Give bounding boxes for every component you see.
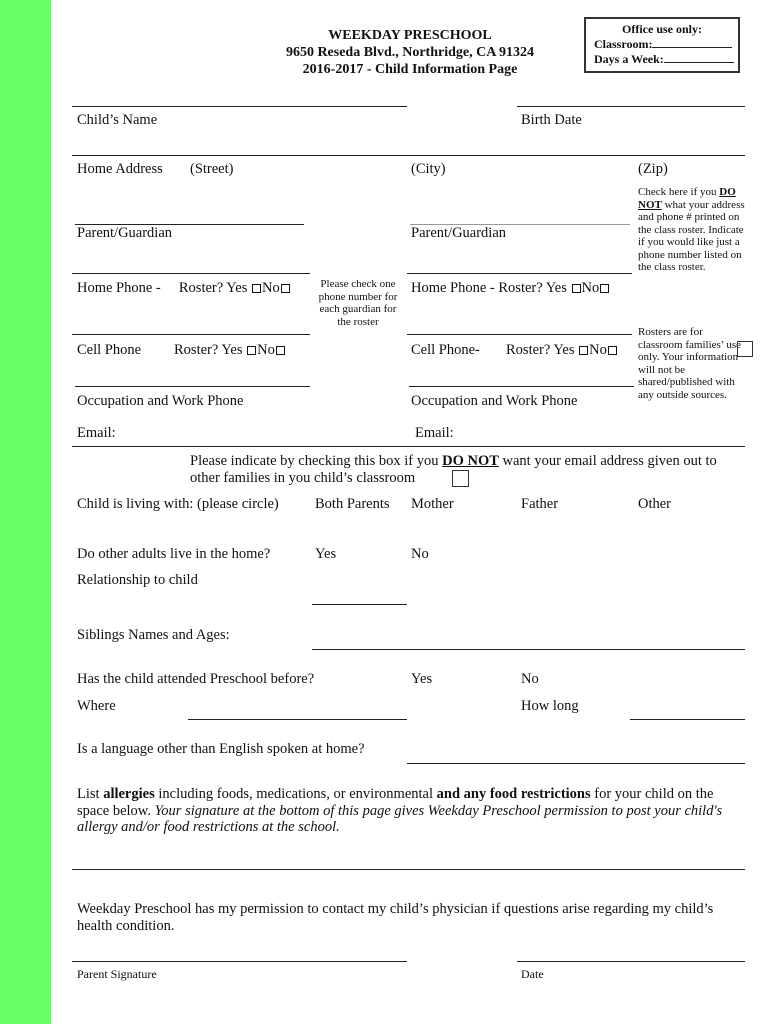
parent-signature-label: Parent Signature <box>77 967 157 981</box>
preschool-no[interactable]: No <box>521 671 539 687</box>
birth-date-field[interactable] <box>517 106 745 107</box>
parent-guardian-1-label: Parent/Guardian <box>77 225 173 241</box>
home-phone-2-yes-checkbox[interactable] <box>572 284 581 293</box>
office-use-title: Office use only: <box>622 22 702 36</box>
language-field[interactable] <box>407 763 745 764</box>
relationship-label: Relationship to child <box>77 572 198 588</box>
preschool-yes[interactable]: Yes <box>411 671 433 687</box>
city-label: (City) <box>411 161 446 177</box>
zip-label: (Zip) <box>638 161 668 177</box>
cell-phone-2-label: Cell Phone- <box>411 342 480 358</box>
occupation-2-field[interactable] <box>409 386 634 387</box>
home-phone-1-yes-checkbox[interactable] <box>252 284 261 293</box>
other-adults-no[interactable]: No <box>411 546 429 562</box>
occupation-2-label: Occupation and Work Phone <box>411 393 578 409</box>
living-option-mother[interactable]: Mother <box>411 496 454 512</box>
allergies-field[interactable] <box>72 869 745 870</box>
signature-date-label: Date <box>521 967 544 981</box>
cell-phone-1-no-checkbox[interactable] <box>276 346 285 355</box>
classroom-field[interactable] <box>652 47 732 48</box>
physician-permission: Weekday Preschool has my permission to contact my child’s physician if questions arise regarding my child’s health condition. <box>77 901 714 934</box>
signature-date-field[interactable] <box>517 961 745 962</box>
home-phone-2-field[interactable] <box>407 273 632 274</box>
parent-guardian-2-label: Parent/Guardian <box>411 225 507 241</box>
where-label: Where <box>77 698 116 714</box>
school-address: 9650 Reseda Blvd., Northridge, CA 91324 <box>285 45 535 60</box>
classroom-label: Classroom: <box>594 37 653 51</box>
siblings-field[interactable] <box>312 649 745 650</box>
cell-phone-2-field[interactable] <box>407 334 632 335</box>
rosters-privacy-note: Rosters are for classroom families’ use only. Your information will not be shared/published with any outside sources. <box>638 326 742 401</box>
cell-phone-1-roster: Roster? Yes No <box>174 342 286 359</box>
where-field[interactable] <box>188 719 407 720</box>
cell-phone-1-field[interactable] <box>72 334 310 335</box>
street-label: (Street) <box>190 161 234 177</box>
email-notice: Please indicate by checking this box if you DO NOT want your email address given out to other families in you child’s classroom <box>190 453 717 486</box>
cell-phone-2-no-checkbox[interactable] <box>608 346 617 355</box>
home-address-label: Home Address <box>77 161 163 177</box>
childs-name-label: Child’s Name <box>77 112 158 128</box>
email-opt-out-checkbox[interactable] <box>452 470 469 487</box>
cell-phone-2-yes-checkbox[interactable] <box>579 346 588 355</box>
siblings-label: Siblings Names and Ages: <box>77 627 230 643</box>
form-title: 2016-2017 - Child Information Page <box>302 62 518 77</box>
home-phone-1-field[interactable] <box>72 273 310 274</box>
days-field[interactable] <box>664 62 734 63</box>
how-long-field[interactable] <box>630 719 745 720</box>
other-adults-question: Do other adults live in the home? <box>77 546 271 562</box>
roster-opt-out-checkbox[interactable] <box>737 341 753 357</box>
allergies-instructions: List allergies including foods, medications, or environmental and any food restrictions for your child on the space below. Your signature at the bottom of this page gives Weekday Preschool permission to post your child's allergy and/or food restrictions at the school. <box>77 786 723 835</box>
language-question: Is a language other than English spoken at home? <box>77 741 365 757</box>
occupation-1-field[interactable] <box>75 386 310 387</box>
office-use-box <box>584 17 740 73</box>
green-margin-strip <box>0 0 51 1024</box>
home-phone-1-label: Home Phone - Roster? Yes No <box>77 280 291 297</box>
cell-phone-1-yes-checkbox[interactable] <box>247 346 256 355</box>
living-option-other[interactable]: Other <box>638 496 672 512</box>
living-with-question: Child is living with: (please circle) <box>77 496 279 512</box>
other-adults-yes[interactable]: Yes <box>315 546 337 562</box>
living-option-both-parents[interactable]: Both Parents <box>315 496 390 512</box>
school-name: WEEKDAY PRESCHOOL <box>328 28 492 43</box>
occupation-1-label: Occupation and Work Phone <box>77 393 244 409</box>
email-field-line[interactable] <box>72 446 745 447</box>
childs-name-field[interactable] <box>72 106 407 107</box>
how-long-label: How long <box>521 698 579 714</box>
email-2-label: Email: <box>415 425 454 441</box>
home-address-field[interactable] <box>72 155 745 156</box>
birth-date-label: Birth Date <box>521 112 582 128</box>
preschool-question: Has the child attended Preschool before? <box>77 671 315 687</box>
relationship-field[interactable] <box>312 604 407 605</box>
form-header <box>240 27 580 78</box>
cell-phone-1-label: Cell Phone <box>77 342 142 358</box>
home-phone-2-label: Home Phone - Roster? Yes No <box>411 280 610 297</box>
living-option-father[interactable]: Father <box>521 496 559 512</box>
home-phone-2-no-checkbox[interactable] <box>600 284 609 293</box>
email-1-label: Email: <box>77 425 116 441</box>
home-phone-1-no-checkbox[interactable] <box>281 284 290 293</box>
parent-signature-field[interactable] <box>72 961 407 962</box>
days-label: Days a Week: <box>594 52 664 66</box>
roster-opt-out-note: Check here if you DO NOT what your address and phone # printed on the class roster. Indicate if you would like just a phone number listed on the class roster. <box>638 186 745 273</box>
cell-phone-2-roster: Roster? Yes No <box>506 342 618 359</box>
phone-check-note: Please check one phone number for each guardian for the roster <box>318 278 398 328</box>
